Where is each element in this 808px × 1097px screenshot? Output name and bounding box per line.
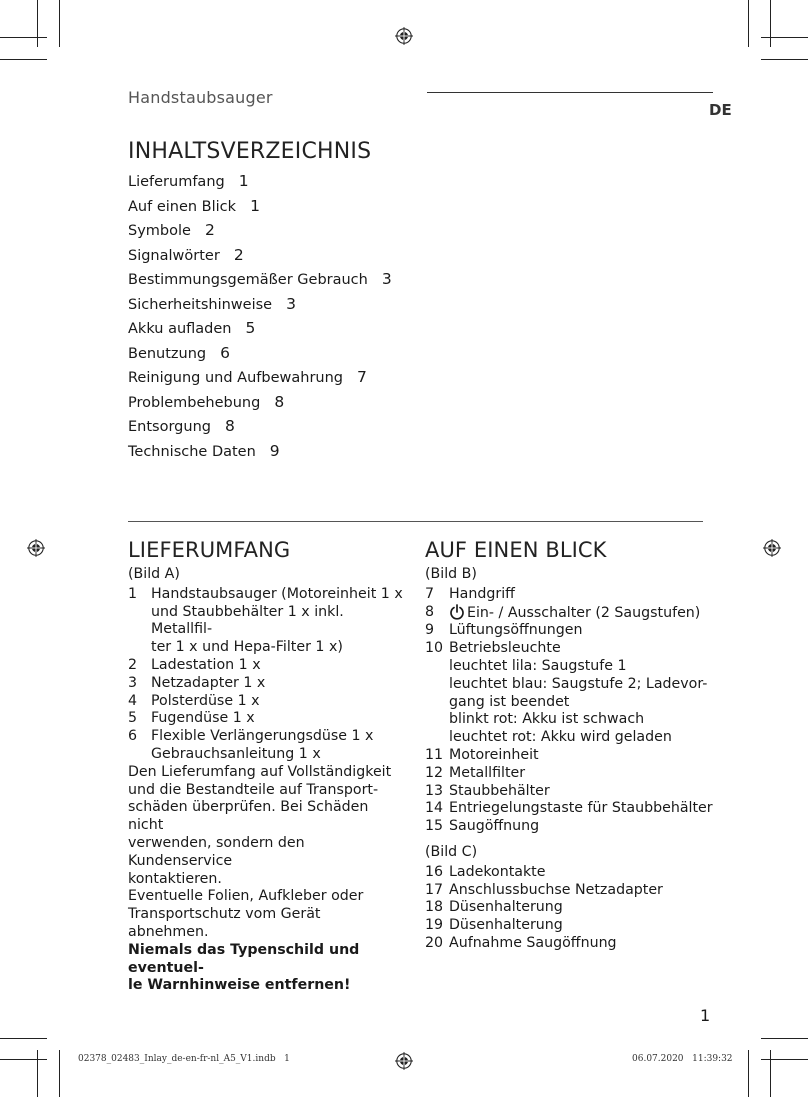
- crop-mark: [761, 59, 808, 60]
- auf-einen-blick-section: [425, 537, 715, 953]
- item-number: 8: [425, 603, 435, 620]
- toc-entry-label: Benutzung: [128, 345, 207, 362]
- registration-mark-icon: [763, 539, 781, 557]
- lieferumfang-section: [128, 537, 404, 995]
- list-item: [425, 765, 715, 783]
- bild-a-label: (Bild A): [128, 566, 180, 582]
- toc-entry[interactable]: [128, 196, 392, 221]
- item-text: Motoreinheit: [449, 746, 539, 763]
- item-text: Handstaubsauger (Motoreinheit 1 x und Staubbehälter 1 x inkl. Metallfil- ter 1 x und Hepa-Filter 1 x): [151, 585, 403, 656]
- item-text: Flexible Verlängerungsdüse 1 x Gebrauchsanleitung 1 x: [151, 728, 374, 762]
- toc-entry[interactable]: [128, 171, 392, 196]
- list-item: [425, 864, 715, 882]
- toc-entry-page: 3: [381, 270, 392, 288]
- item-text: Aufnahme Saugöffnung: [449, 934, 617, 951]
- item-text: Fugendüse 1 x: [151, 710, 255, 727]
- item-number: 4: [128, 692, 138, 709]
- item-number: 20: [425, 934, 444, 951]
- toc-entry-label: Problembehebung: [128, 394, 261, 411]
- crop-mark: [748, 1050, 749, 1097]
- list-item: [425, 604, 715, 623]
- toc-entry-page: 1: [250, 196, 260, 215]
- crop-mark: [761, 37, 808, 38]
- toc-entry-page: 2: [233, 245, 244, 264]
- item-number: 5: [128, 710, 138, 727]
- document-title: Handstaubsauger: [128, 88, 273, 107]
- power-icon: [449, 604, 465, 620]
- list-item: [128, 675, 404, 693]
- crop-mark: [770, 0, 771, 47]
- item-number: 10: [425, 640, 444, 657]
- item-text: Saugöffnung: [449, 818, 540, 835]
- toc-entry[interactable]: [128, 294, 392, 319]
- crop-mark: [0, 59, 47, 60]
- list-item: [128, 586, 404, 657]
- crop-mark: [761, 1038, 808, 1039]
- toc-entry-label: Lieferumfang: [128, 174, 225, 190]
- item-text: Ladekontakte: [449, 863, 546, 880]
- item-text: Polsterdüse 1 x: [151, 692, 260, 709]
- registration-mark-icon: [27, 539, 45, 557]
- toc-entry-label: Symbole: [128, 223, 191, 239]
- toc-heading: INHALTSVERZEICHNIS: [128, 139, 372, 164]
- item-text: Ein- / Ausschalter (2 Saugstufen): [449, 604, 715, 623]
- item-number: 18: [425, 899, 444, 916]
- item-text: Metallfilter: [449, 764, 526, 781]
- item-number: 12: [425, 764, 444, 781]
- toc-entry-page: 9: [269, 441, 280, 460]
- toc-entry-label: Reinigung und Aufbewahrung: [128, 370, 344, 386]
- item-text: Anschlussbuchse Netzadapter: [449, 881, 663, 898]
- crop-mark: [59, 1050, 60, 1097]
- toc-entry[interactable]: [128, 269, 392, 294]
- crop-mark: [770, 1050, 771, 1097]
- toc-entry-page: 8: [274, 392, 285, 411]
- toc-entry-label: Bestimmungsgemäßer Gebrauch: [128, 272, 368, 288]
- page-number: 1: [700, 1006, 711, 1025]
- toc-entry-page: 2: [204, 221, 215, 239]
- list-item: [128, 710, 404, 728]
- item-number: 3: [128, 674, 138, 691]
- item-number: 19: [425, 917, 444, 934]
- list-item: [128, 693, 404, 711]
- item-text: Handgriff: [449, 585, 515, 602]
- item-text: Staubbehälter: [449, 782, 550, 799]
- item-text: Düsenhalterung: [449, 917, 563, 934]
- toc-entry[interactable]: [128, 416, 392, 441]
- blick-title: AUF EINEN BLICK: [425, 538, 607, 562]
- item-number: 17: [425, 881, 444, 898]
- toc-entry-label: Sicherheitshinweise: [128, 296, 273, 313]
- toc-entry[interactable]: [128, 367, 392, 392]
- language-label: DE: [709, 101, 732, 119]
- list-item: [425, 586, 715, 604]
- item-text: Düsenhalterung: [449, 899, 563, 916]
- list-item: [425, 818, 715, 836]
- list-item: [425, 783, 715, 801]
- crop-mark: [748, 0, 749, 47]
- toc-entry-page: 8: [224, 417, 235, 435]
- item-text: Netzadapter 1 x: [151, 674, 266, 691]
- crop-mark: [59, 0, 60, 47]
- toc-entry[interactable]: [128, 392, 392, 417]
- toc-entry[interactable]: [128, 220, 392, 245]
- list-item: [425, 800, 715, 818]
- toc-entry[interactable]: [128, 441, 392, 466]
- file-info: 02378_02483_Inlay_de-en-fr-nl_A5_V1.indb 1: [78, 1054, 290, 1064]
- item-number: 6: [128, 728, 138, 745]
- item-number: 14: [425, 800, 444, 817]
- lieferumfang-title: LIEFERUMFANG: [128, 538, 291, 562]
- item-number: 2: [128, 656, 138, 673]
- list-item: [425, 899, 715, 917]
- toc-entry[interactable]: [128, 318, 392, 343]
- crop-mark: [37, 0, 38, 47]
- table-of-contents: [128, 171, 392, 465]
- header-rule: [427, 92, 713, 93]
- toc-entry-page: 3: [286, 294, 296, 313]
- toc-entry-page: 6: [220, 343, 231, 362]
- toc-entry-label: Technische Daten: [128, 443, 256, 460]
- toc-entry-label: Signalwörter: [128, 247, 220, 264]
- list-item: [425, 917, 715, 935]
- crop-mark: [0, 1038, 47, 1039]
- item-number: 13: [425, 782, 444, 799]
- list-item: [128, 728, 404, 764]
- item-number: 1: [128, 585, 138, 602]
- section-divider: [128, 521, 703, 522]
- delivery-list: [128, 586, 404, 764]
- list-item: [425, 747, 715, 765]
- crop-mark: [0, 1059, 47, 1060]
- item-number: 16: [425, 863, 444, 880]
- item-text: Lüftungsöffnungen: [449, 622, 583, 639]
- toc-entry[interactable]: [128, 343, 392, 368]
- remove-paragraph: Eventuelle Folien, Aufkleber oder Transportschutz vom Gerät abnehmen.: [128, 888, 364, 940]
- parts-list-b: [425, 586, 715, 836]
- crop-mark: [37, 1050, 38, 1097]
- list-item: [128, 657, 404, 675]
- bild-b-label: (Bild B): [425, 566, 477, 582]
- item-text: Entriegelungstaste für Staubbehälter: [449, 800, 713, 817]
- registration-mark-icon: [395, 27, 413, 45]
- item-number: 15: [425, 818, 444, 835]
- list-item: [425, 882, 715, 900]
- check-paragraph: Den Lieferumfang auf Vollständigkeit und die Bestandteile auf Transport- schäden überprüfen. Bei Schäden nicht verwenden, sondern den Kundenservice kontaktieren.: [128, 763, 392, 887]
- list-item: [425, 640, 715, 747]
- warning-paragraph: Niemals das Typenschild und eventuel- le Warnhinweise entfernen!: [128, 941, 360, 994]
- toc-entry-page: 5: [245, 319, 256, 337]
- toc-entry-page: 1: [238, 172, 249, 190]
- item-text: Betriebsleuchte leuchtet lila: Saugstufe 1 leuchtet blau: Saugstufe 2; Ladevor- gang ist beendet blinkt rot: Akku ist schwach leuchtet rot: Akku wird geladen: [449, 640, 708, 746]
- print-datetime: 06.07.2020 11:39:32: [632, 1054, 733, 1064]
- list-item: [425, 622, 715, 640]
- parts-list-c: [425, 864, 715, 953]
- toc-entry-label: Entsorgung: [128, 419, 211, 435]
- toc-entry-label: Akku aufladen: [128, 321, 232, 337]
- item-number: 9: [425, 622, 435, 639]
- item-number: 11: [425, 746, 444, 763]
- item-text: Ladestation 1 x: [151, 656, 261, 673]
- item-number: 7: [425, 585, 435, 602]
- bild-c-label: (Bild C): [425, 843, 478, 860]
- toc-entry-page: 7: [357, 368, 367, 386]
- list-item: [425, 935, 715, 953]
- toc-entry[interactable]: [128, 245, 392, 270]
- crop-mark: [0, 37, 47, 38]
- crop-mark: [761, 1059, 808, 1060]
- toc-entry-label: Auf einen Blick: [128, 198, 237, 215]
- registration-mark-icon: [395, 1052, 413, 1070]
